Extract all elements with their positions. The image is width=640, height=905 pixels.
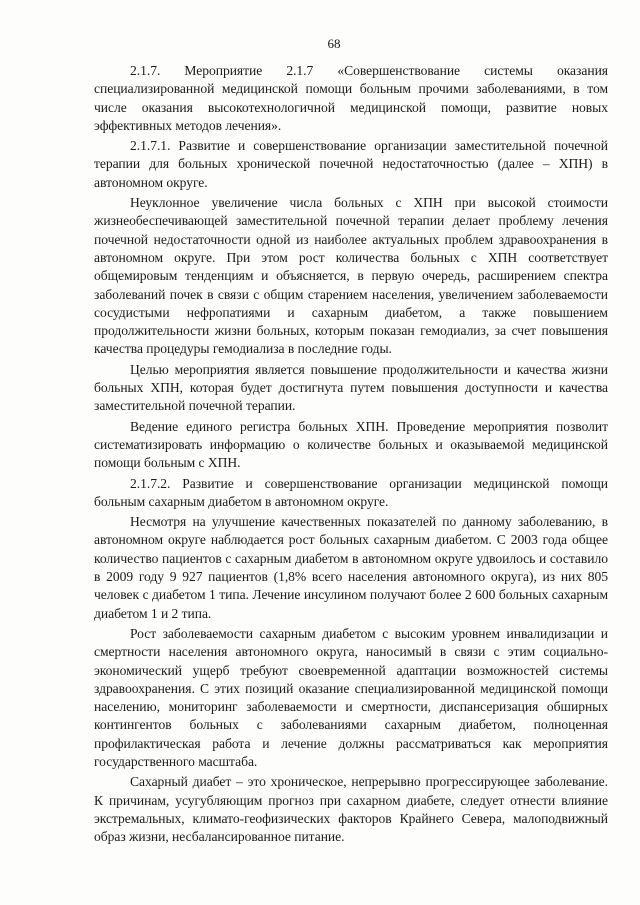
page-number: 68: [327, 36, 341, 51]
paragraph-subsection-2-1-7-1: 2.1.7.1. Развитие и совершенствование организации заместительной почечной терапии для больных хронической почечной недостаточностью (далее – ХПН) в автономном округе.: [94, 138, 608, 190]
paragraph-ckd-growth: Неуклонное увеличение числа больных с ХПН при высокой стоимости жизнеобеспечивающей заместительной почечной терапии делает проблему лечения почечной недостаточности одной из наиболее актуальных проблем здравоохранения в автономном округе. При этом рост количества больных с ХПН соответствует общемировым тенденциям и объясняется, в первую очередь, расширением спектра заболеваний почек в связи с общим старением населения, увеличением заболеваемости сосудистыми нефропатиями и сахарным диабетом, а также повышением продолжительности жизни больных, которым показан гемодиализ, за счет повышения качества процедуры гемодиализа в последние годы.: [94, 195, 608, 357]
paragraph-ckd-registry: Ведение единого регистра больных ХПН. Проведение мероприятия позволит систематизировать информацию о количестве больных и оказываемой медицинской помощи больным с ХПН.: [94, 418, 608, 471]
paragraph-measure-goal: Целью мероприятия является повышение продолжительности и качества жизни больных ХПН, которая будет достигнута путем повышения доступности и качества заместительной почечной терапии.: [94, 361, 608, 414]
paragraph-diabetes-statistics: Несмотря на улучшение качественных показателей по данному заболеванию, в автономном округе наблюдается рост больных сахарным диабетом. С 2003 года общее количество пациентов с сахарным диабетом в автономном округе удвоилось и составило в 2009 году 9 927 пациентов (1,8% всего населения автономного округа), из них 805 человек с диабетом 1 типа. Лечение инсулином получают более 2 600 больных сахарным диабетом 1 и 2 типа.: [94, 514, 608, 621]
paragraph-diabetes-definition: Сахарный диабет – это хроническое, непрерывно прогрессирующее заболевание. К причинам, усугубляющим прогноз при сахарном диабете, следует отнести влияние экстремальных, климато-геофизических факторов Крайнего Севера, малоподвижный образ жизни, несбалансированное питание.: [94, 774, 608, 845]
paragraph-measure-2-1-7: 2.1.7. Мероприятие 2.1.7 «Совершенствование системы оказания специализированной медицинской помощи больным прочими заболеваниями, в том числе оказания высокотехнологичной медицинской помощи, развитие новых эффективных методов лечения».: [94, 63, 608, 133]
paragraph-subsection-2-1-7-2: 2.1.7.2. Развитие и совершенствование организации медицинской помощи больным сахарным диабетом в автономном округе.: [94, 475, 608, 509]
paragraph-diabetes-morbidity: Рост заболеваемости сахарным диабетом с высоким уровнем инвалидизации и смертности населения автономного округа, наносимый в связи с этим социально-экономический ущерб требуют своевременной адаптации возможностей системы здравоохранения. С этих позиций оказание специализированной медицинской помощи населению, мониторинг заболеваемости и смертности, диспансеризация обширных контингентов больных с заболеваниями сахарным диабетом, полноценная профилактическая работа и лечение должны рассматриваться как мероприятия государственного масштаба.: [94, 625, 608, 769]
document-body: [94, 62, 608, 846]
